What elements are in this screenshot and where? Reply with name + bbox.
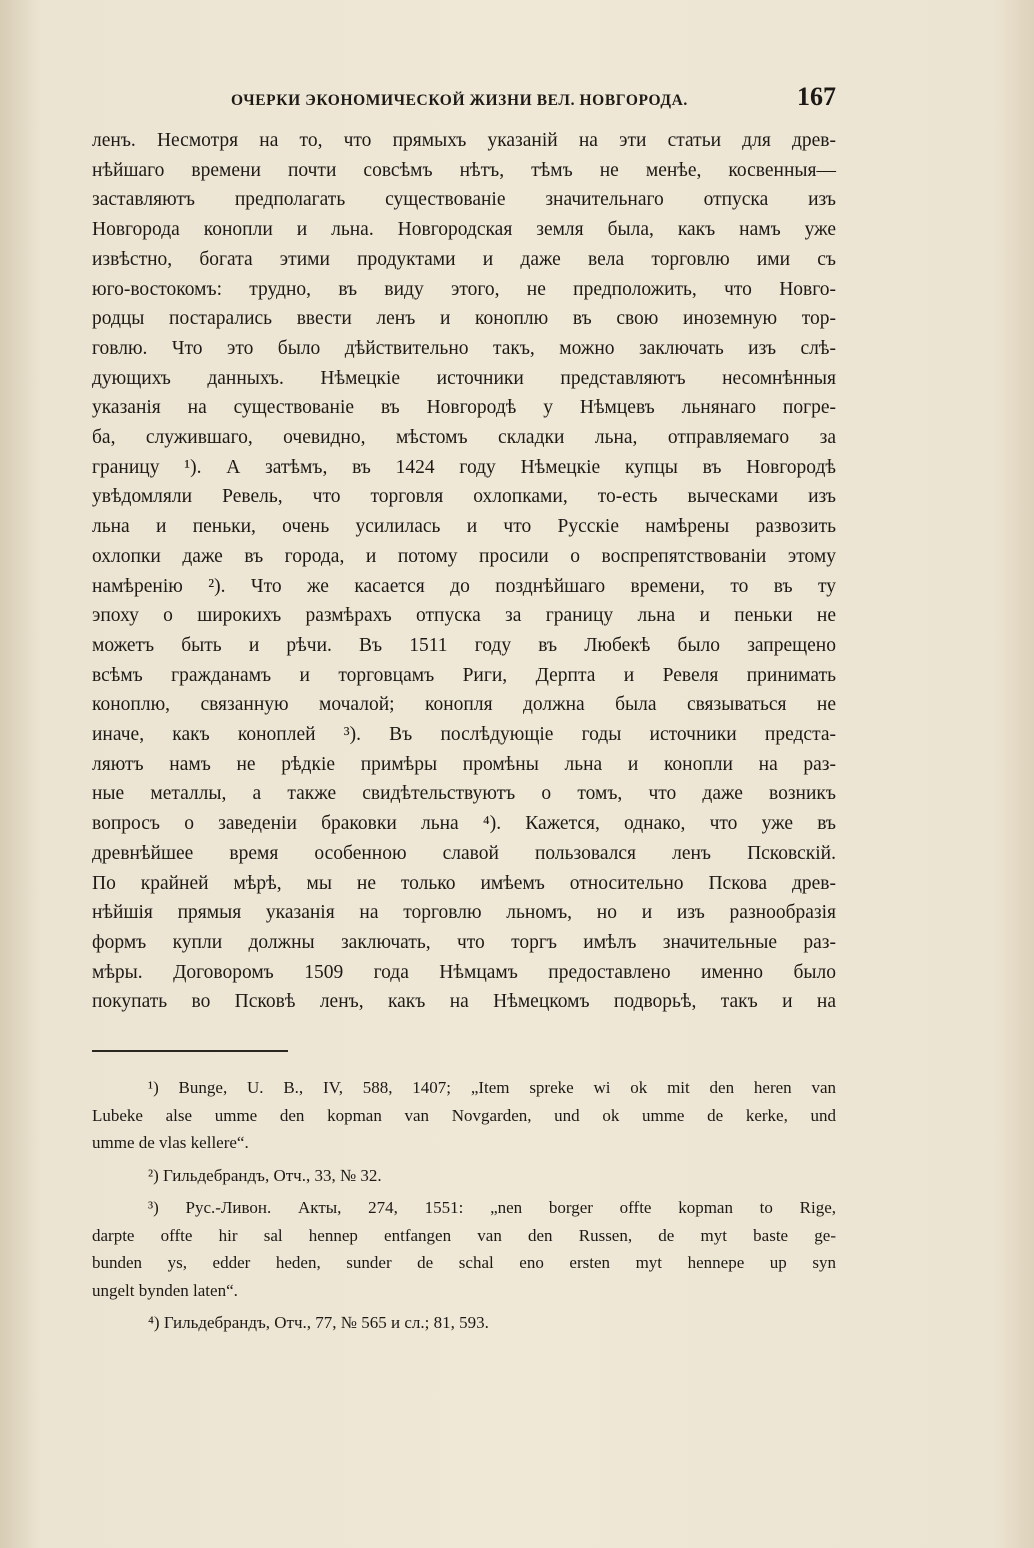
body-line: формъ купли должны заключать, что торгъ имѣлъ значительные раз- xyxy=(92,931,836,953)
body-line: ные металлы, а также свидѣтельствуютъ о томъ, что даже возникъ xyxy=(92,783,836,805)
footnote-line: ⁴) Гильдебрандъ, Отч., 77, № 565 и сл.; 81, 593. xyxy=(148,1313,489,1332)
page-header xyxy=(92,82,836,112)
body-line: намѣренію ²). Что же касается до позднѣйшаго времени, то въ ту xyxy=(92,575,836,597)
body-line: льна и пеньки, очень усилилась и что Русскіе намѣрены развозить xyxy=(92,516,836,538)
body-line: коноплю, связанную мочалой; конопля должна была связываться не xyxy=(92,694,836,716)
footnote-rule xyxy=(92,1050,288,1052)
footnote-line: Lubeke alse umme den kopman van Novgarden, und ok umme de kerke, und xyxy=(92,1105,836,1125)
body-line: иначе, какъ коноплей ³). Въ послѣдующіе годы источники предста- xyxy=(92,724,836,746)
body-line: покупать во Псковѣ ленъ, какъ на Нѣмецкомъ подворьѣ, такъ и на xyxy=(92,991,836,1013)
footnote xyxy=(92,1309,836,1337)
body-line: эпоху о широкихъ размѣрахъ отпуска за границу льна и пеньки не xyxy=(92,605,836,627)
footnote-line: bunden ys, edder heden, sunder de schal eno ersten myt hennepe up syn xyxy=(92,1253,836,1272)
footnote xyxy=(92,1074,836,1157)
body-line: ба, служившаго, очевидно, мѣстомъ складки льна, отправляемаго за xyxy=(92,427,836,449)
body-line: увѣдомляли Ревель, что торговля охлопками, то-есть выческами изъ xyxy=(92,486,836,508)
footnote xyxy=(92,1194,836,1304)
page-number: 167 xyxy=(797,82,836,111)
body-line: Новгорода конопли и льна. Новгородская земля была, какъ намъ уже xyxy=(92,219,836,241)
footnote-line: darpte offte hir sal hennep entfangen van den Russen, de myt baste ge- xyxy=(92,1225,836,1245)
body-line: заставляютъ предполагать существованіе значительнаго отпуска изъ xyxy=(92,189,836,211)
body-line: можетъ быть и рѣчи. Въ 1511 году въ Любекѣ было запрещено xyxy=(92,634,836,656)
body-line: указанія на существованіе въ Новгородѣ у Нѣмцевъ льнянаго погре- xyxy=(92,397,836,419)
body-line: всѣмъ гражданамъ и торговцамъ Риги, Дерпта и Ревеля принимать xyxy=(92,664,836,686)
body-line: древнѣйшее время особенною славой пользовался ленъ Псковскій. xyxy=(92,842,836,864)
body-line: извѣстно, богата этими продуктами и даже вела торговлю ими съ xyxy=(92,248,836,270)
body-line: родцы постарались ввести ленъ и коноплю въ свою иноземную тор- xyxy=(92,308,836,330)
body-line: мѣры. Договоромъ 1509 года Нѣмцамъ предоставлено именно было xyxy=(92,961,836,983)
body-text xyxy=(92,126,836,1017)
body-line: юго-востокомъ: трудно, въ виду этого, не предположить, что Новго- xyxy=(92,278,836,300)
footnote-line: umme de vlas kellere“. xyxy=(92,1133,249,1152)
body-line: охлопки даже въ города, и потому просили о воспрепятствованіи этому xyxy=(92,545,836,567)
footnote xyxy=(92,1162,836,1190)
body-line: нѣйшаго времени почти совсѣмъ нѣтъ, тѣмъ не менѣе, косвенныя— xyxy=(92,159,836,181)
body-line: границу ¹). А затѣмъ, въ 1424 году Нѣмецкіе купцы въ Новгородѣ xyxy=(92,456,836,478)
body-line: нѣйшія прямыя указанія на торговлю льномъ, но и изъ разнообразія xyxy=(92,902,836,924)
running-title: ОЧЕРКИ ЭКОНОМИЧЕСКОЙ ЖИЗНИ ВЕЛ. НОВГОРОДА. xyxy=(231,92,688,109)
body-line: ленъ. Несмотря на то, что прямыхъ указаній на эти статьи для древ- xyxy=(92,130,836,151)
body-line: ляютъ намъ не рѣдкіе примѣры промѣны льна и конопли на раз- xyxy=(92,753,836,775)
body-line: говлю. Что это было дѣйствительно такъ, можно заключать изъ слѣ- xyxy=(92,337,836,359)
footnotes xyxy=(92,1074,836,1342)
footnote-line: ¹) Bunge, U. B., IV, 588, 1407; „Item spreke wi ok mit den heren van xyxy=(148,1078,836,1097)
footnote-line: ungelt bynden laten“. xyxy=(92,1280,238,1300)
body-line: По крайней мѣрѣ, мы не только имѣемъ относительно Пскова древ- xyxy=(92,872,836,894)
footnote-line: ²) Гильдебрандъ, Отч., 33, № 32. xyxy=(148,1165,382,1185)
footnote-line: ³) Рус.-Ливон. Акты, 274, 1551: „nen borger offte kopman to Rige, xyxy=(148,1198,836,1217)
body-line: вопросъ о заведеніи браковки льна ⁴). Кажется, однако, что уже въ xyxy=(92,813,836,835)
body-line: дующихъ данныхъ. Нѣмецкіе источники представляютъ несомнѣнныя xyxy=(92,367,836,389)
